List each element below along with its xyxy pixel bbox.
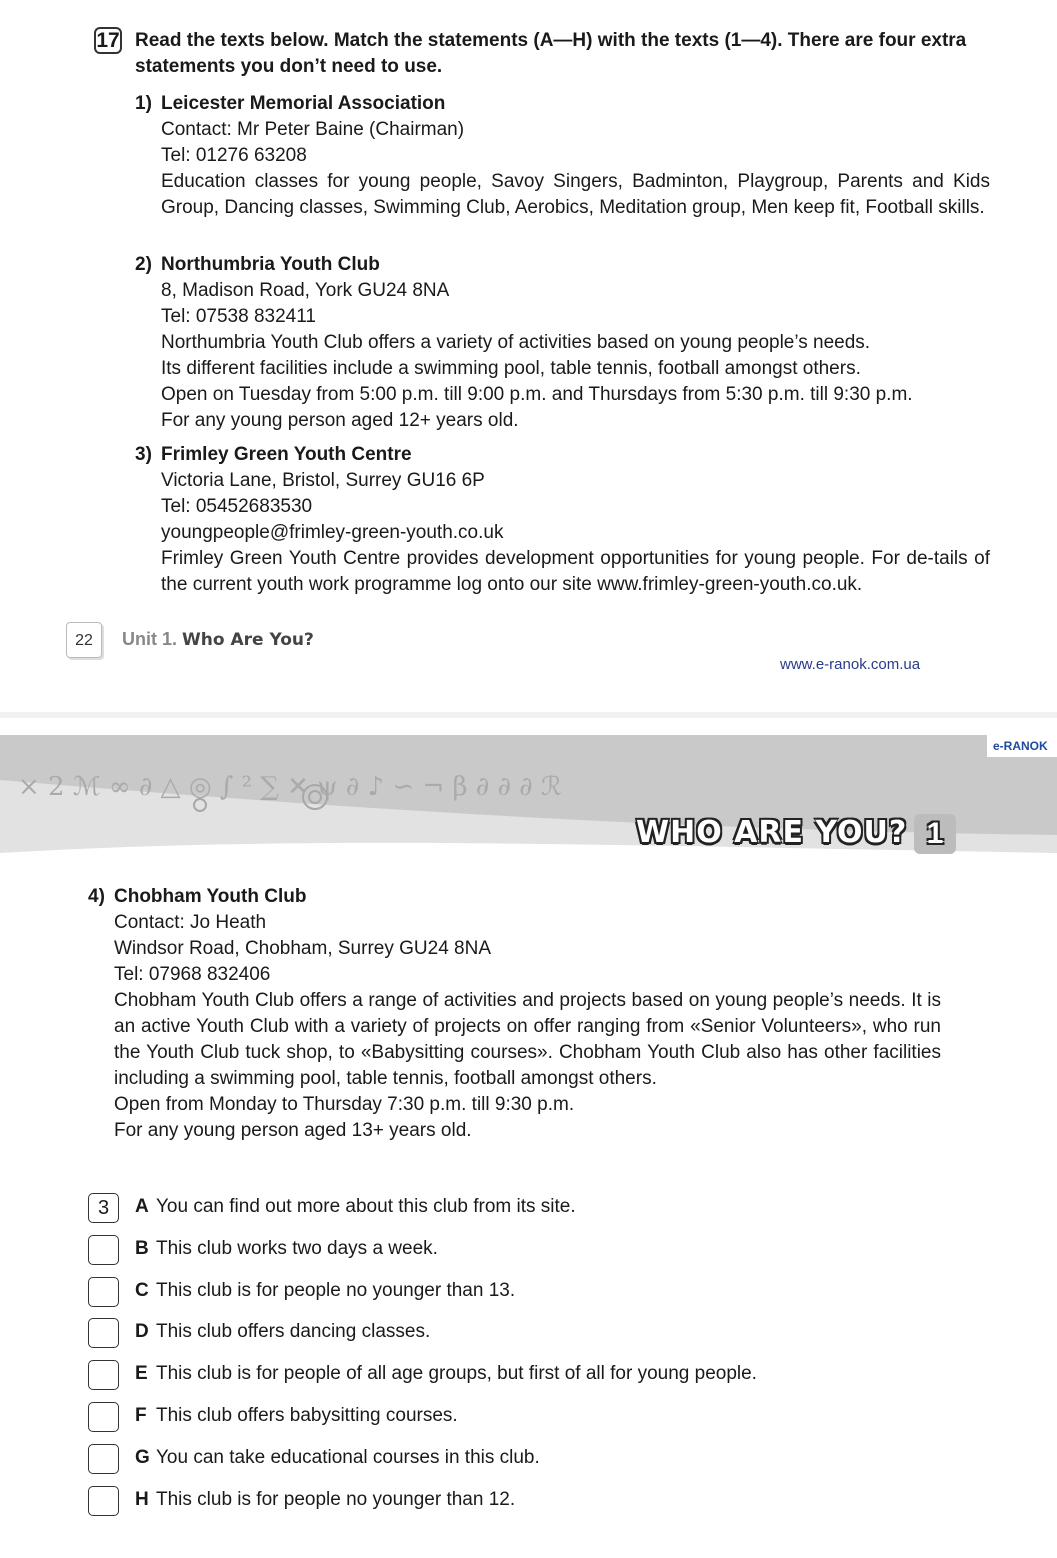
answer-box[interactable] — [88, 1486, 119, 1516]
statement-letter: A — [135, 1196, 149, 1217]
statement-d — [88, 1318, 988, 1348]
club-name: Leicester Memorial Association — [161, 93, 446, 114]
statement-letter: D — [135, 1321, 149, 1342]
club-contact: Contact: Jo Heath — [114, 912, 267, 933]
club-2 — [135, 252, 990, 434]
club-number: 3) — [135, 444, 152, 465]
club-3 — [135, 442, 990, 598]
footer-unit-label: Unit 1. — [122, 629, 178, 649]
statement-c — [88, 1277, 988, 1307]
club-description-line: Northumbria Youth Club offers a variety of activities based on young people’s needs. — [161, 332, 871, 353]
club-address: 8, Madison Road, York GU24 8NA — [161, 280, 450, 301]
club-number: 2) — [135, 254, 152, 275]
club-description-line: Its different facilities include a swimming pool, table tennis, football amongst others. — [161, 358, 861, 379]
club-description: Chobham Youth Club offers a range of activities and projects based on young people’s needs. It is an active Youth Club with a variety of projects on offer ranging from «Senior Volunteers», who run the Youth Club tuck shop, to «Babysitting courses». Chobham Youth Club also has other facilities including a swimming pool, table tennis, football amongst others. — [114, 990, 941, 1089]
statement-text: You can take educational courses in this club. — [156, 1447, 540, 1468]
statement-b — [88, 1235, 988, 1265]
club-description: Education classes for young people, Savoy Singers, Badminton, Playgroup, Parents and Kids Group, Dancing classes, Swimming Club, Aerobics, Meditation group, Men keep fit, Football skills. — [161, 171, 990, 218]
svg-text:× 2 ℳ ∞ ∂ △ ◎ ∫ ² ∑ ✕ ψ ∂ ♪ ∽: × 2 ℳ ∞ ∂ △ ◎ ∫ ² ∑ ✕ ψ ∂ ♪ ∽ ¬ β ∂ ∂ ∂ ℛ — [18, 772, 562, 802]
club-hours: Open on Tuesday from 5:00 p.m. till 9:00 p.m. and Thursdays from 5:30 p.m. till 9:30 p.m. — [161, 384, 913, 405]
statement-letter: E — [135, 1363, 148, 1384]
publisher-logo-text: e-RANOK — [993, 739, 1048, 753]
statement-text: This club is for people no younger than 13. — [156, 1280, 516, 1301]
club-age: For any young person aged 12+ years old. — [161, 410, 519, 431]
club-name: Northumbria Youth Club — [161, 254, 380, 275]
statement-text: This club is for people of all age groups, but first of all for young people. — [156, 1363, 757, 1384]
statement-g — [88, 1444, 988, 1474]
statement-a — [88, 1193, 988, 1223]
answer-box[interactable] — [88, 1235, 119, 1265]
club-1 — [135, 91, 990, 221]
footer-unit — [122, 629, 314, 650]
club-name: Frimley Green Youth Centre — [161, 444, 412, 465]
answer-box[interactable] — [88, 1360, 119, 1390]
statement-text: This club offers babysitting courses. — [156, 1405, 458, 1426]
club-address: Victoria Lane, Bristol, Surrey GU16 6P — [161, 470, 485, 491]
publisher-url: www.e-ranok.com.ua — [780, 656, 921, 673]
statement-h — [88, 1486, 988, 1516]
answer-box[interactable] — [88, 1277, 119, 1307]
task-instruction: Read the texts below. Match the statements (A—H) with the texts (1—4). There are four extra statements you don’t need to use. — [135, 30, 967, 77]
statement-text: You can find out more about this club from its site. — [156, 1196, 576, 1217]
club-contact: Contact: Mr Peter Baine (Chairman) — [161, 119, 465, 140]
unit-title: WHO ARE YOU? — [636, 815, 908, 850]
statement-letter: B — [135, 1238, 149, 1259]
club-hours: Open from Monday to Thursday 7:30 p.m. till 9:30 p.m. — [114, 1094, 575, 1115]
club-address: Windsor Road, Chobham, Surrey GU24 8NA — [114, 938, 491, 959]
statement-text: This club is for people no younger than 12. — [156, 1489, 516, 1510]
answer-box[interactable]: 3 — [88, 1193, 119, 1223]
answer-box[interactable] — [88, 1444, 119, 1474]
page-number: 22 — [66, 622, 102, 658]
answer-box[interactable] — [88, 1402, 119, 1432]
club-tel: Tel: 01276 63208 — [161, 145, 307, 166]
answer-box[interactable] — [88, 1318, 119, 1348]
statement-text: This club offers dancing classes. — [156, 1321, 431, 1342]
statement-letter: F — [135, 1405, 147, 1426]
statement-letter: G — [135, 1447, 150, 1468]
task-number-badge: 17 — [94, 27, 122, 54]
club-name: Chobham Youth Club — [114, 886, 307, 907]
club-number: 1) — [135, 93, 152, 114]
publisher-logo — [987, 735, 1057, 757]
unit-number-badge: 1 — [914, 814, 956, 854]
club-tel: Tel: 05452683530 — [161, 496, 313, 517]
club-tel: Tel: 07538 832411 — [161, 306, 316, 327]
footer-unit-title: Who Are You? — [182, 630, 314, 650]
club-age: For any young person aged 13+ years old. — [114, 1120, 472, 1141]
statement-e — [88, 1360, 988, 1390]
club-number: 4) — [88, 886, 105, 907]
club-description: Frimley Green Youth Centre provides development opportunities for young people. For de-tails of the current youth work programme log onto our site www.frimley-green-youth.co.uk. — [161, 548, 990, 595]
club-4 — [88, 884, 941, 1144]
club-email: youngpeople@frimley-green-youth.co.uk — [161, 522, 504, 543]
statement-letter: C — [135, 1280, 149, 1301]
statement-letter: H — [135, 1489, 149, 1510]
club-tel: Tel: 07968 832406 — [114, 964, 271, 985]
statement-f — [88, 1402, 988, 1432]
statement-text: This club works two days a week. — [156, 1238, 438, 1259]
